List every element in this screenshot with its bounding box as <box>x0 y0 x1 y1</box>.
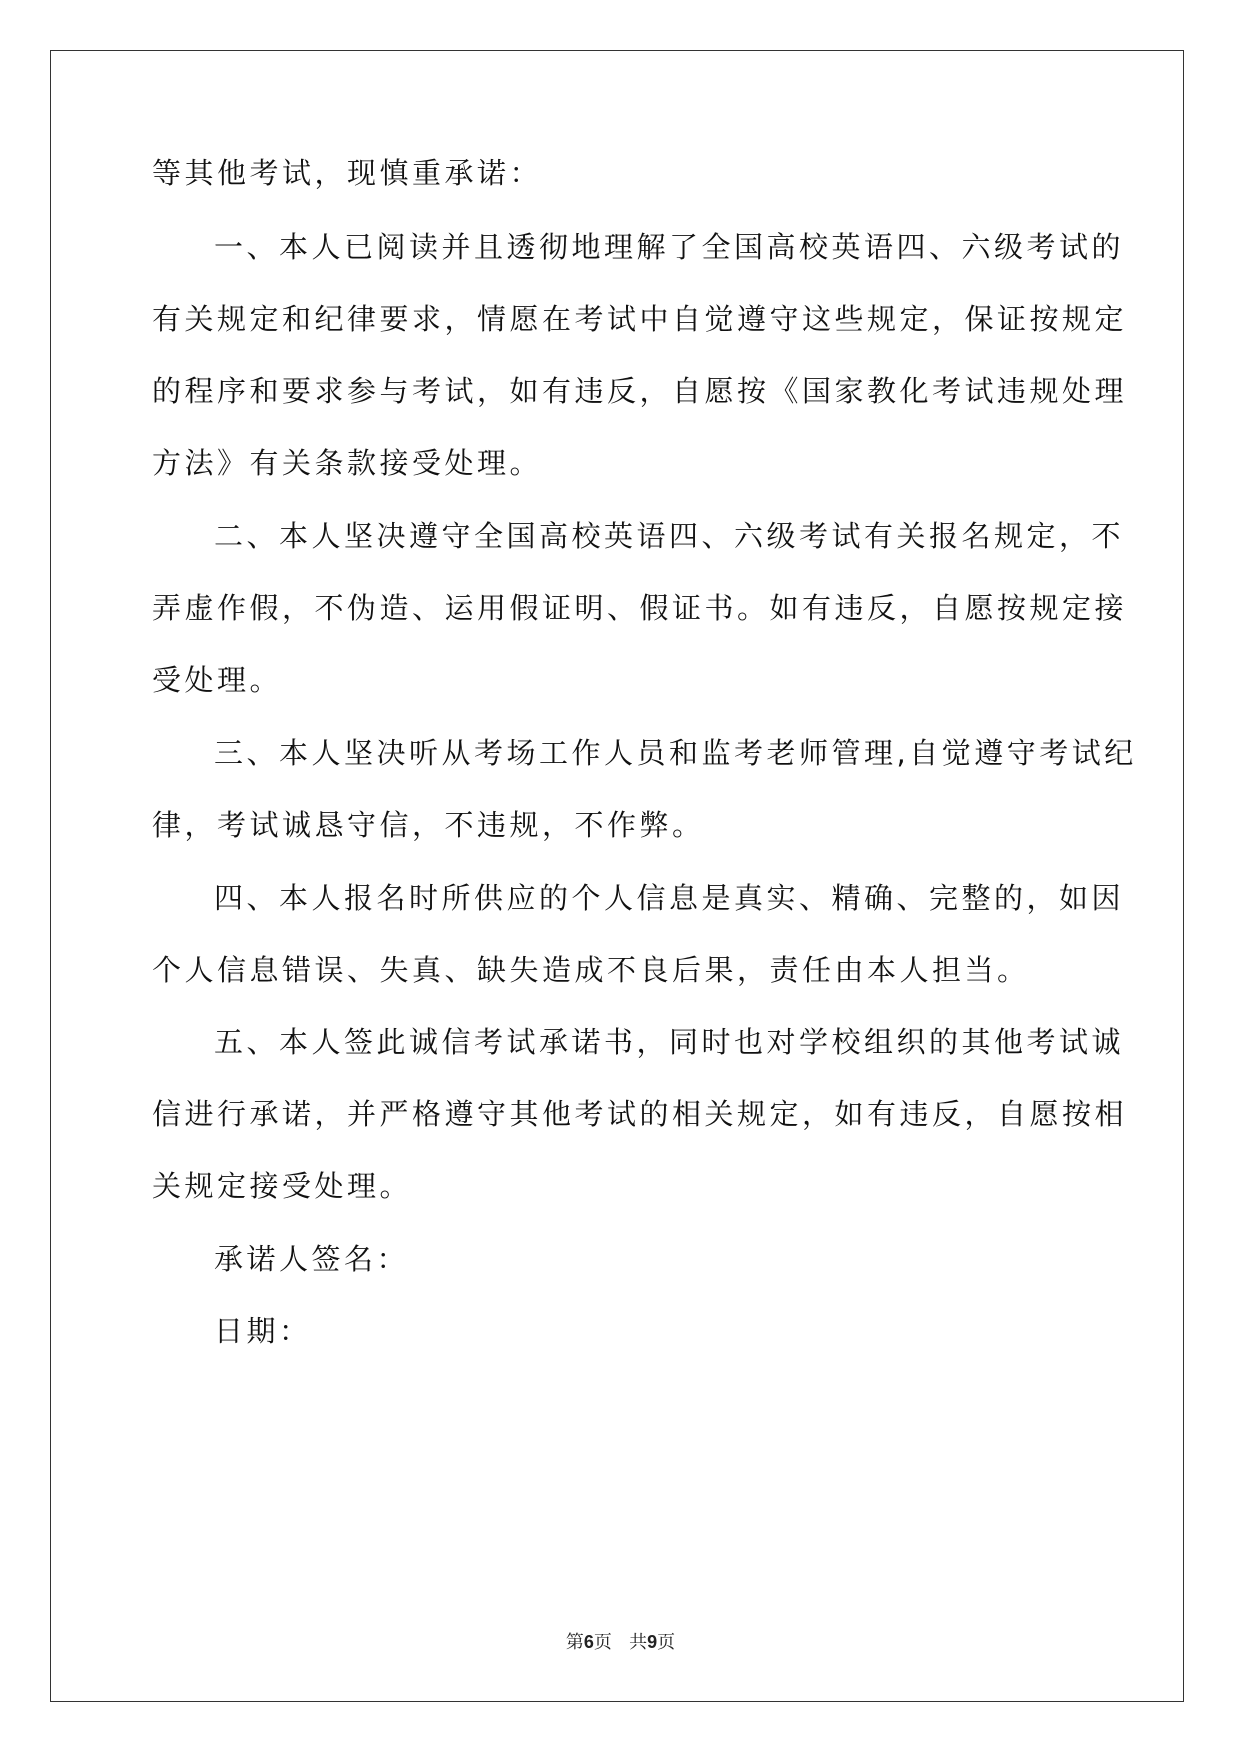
paragraph-line: 五、本人签此诚信考试承诺书，同时也对学校组织的其他考试诚 <box>214 1025 1125 1059</box>
paragraph-line: 信进行承诺，并严格遵守其他考试的相关规定，如有违反，自愿按相 <box>152 1097 1128 1131</box>
paragraph-line: 个人信息错误、失真、缺失造成不良后果，责任由本人担当。 <box>152 953 1030 987</box>
page-current: 6 <box>583 1632 594 1652</box>
paragraph-line: 四、本人报名时所供应的个人信息是真实、精确、完整的，如因 <box>214 881 1125 915</box>
date-label: 日期： <box>214 1314 312 1348</box>
page-number-footer <box>0 1628 1241 1654</box>
page-prefix: 第 <box>565 1632 584 1653</box>
paragraph-line: 方法》有关条款接受处理。 <box>152 446 543 480</box>
paragraph-line: 关规定接受处理。 <box>152 1169 413 1203</box>
signature-label: 承诺人签名： <box>214 1242 410 1276</box>
page-border <box>50 50 1184 1702</box>
paragraph-line: 律，考试诚恳守信，不违规，不作弊。 <box>152 808 705 842</box>
page-suffix: 页 <box>657 1632 676 1653</box>
paragraph-line: 等其他考试，现慎重承诺： <box>152 156 543 190</box>
page-mid: 页 共 <box>593 1632 648 1653</box>
paragraph-line: 弄虚作假，不伪造、运用假证明、假证书。如有违反，自愿按规定接 <box>152 591 1128 625</box>
page-total: 9 <box>647 1632 658 1652</box>
paragraph-line: 受处理。 <box>152 663 283 697</box>
paragraph-line: 的程序和要求参与考试，如有违反，自愿按《国家教化考试违规处理 <box>152 374 1128 408</box>
paragraph-line: 三、本人坚决听从考场工作人员和监考老师管理,自觉遵守考试纪 <box>214 736 1137 770</box>
paragraph-line: 有关规定和纪律要求，情愿在考试中自觉遵守这些规定，保证按规定 <box>152 302 1128 336</box>
paragraph-line: 一、本人已阅读并且透彻地理解了全国高校英语四、六级考试的 <box>214 230 1125 264</box>
paragraph-line: 二、本人坚决遵守全国高校英语四、六级考试有关报名规定，不 <box>214 519 1125 553</box>
